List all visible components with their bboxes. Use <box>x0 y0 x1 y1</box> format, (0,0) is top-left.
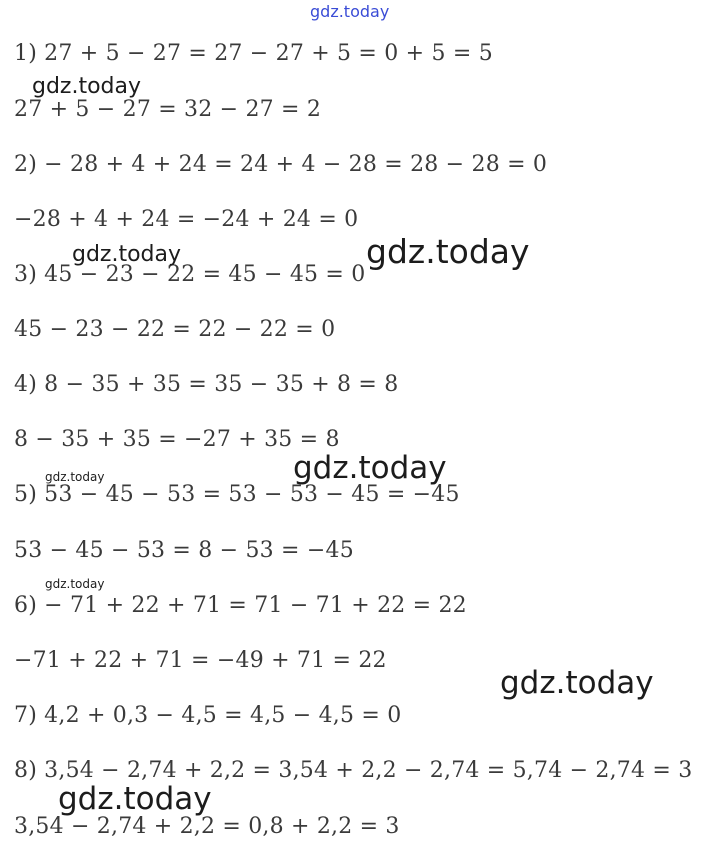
equation-line-6b: −71 + 22 + 71 = −49 + 71 = 22 <box>14 648 387 673</box>
equation-line-3b: 45 − 23 − 22 = 22 − 22 = 0 <box>14 317 336 342</box>
watermark: gdz.today <box>45 470 105 484</box>
watermark-top: gdz.today <box>310 2 390 21</box>
watermark: gdz.today <box>32 74 142 99</box>
watermark: gdz.today <box>293 450 447 486</box>
watermark: gdz.today <box>366 232 530 271</box>
equation-line-8a: 8) 3,54 − 2,74 + 2,2 = 3,54 + 2,2 − 2,74 = 5,74 − 2,74 = 3 <box>14 758 693 783</box>
equation-line-2a: 2) − 28 + 4 + 24 = 24 + 4 − 28 = 28 − 28 = 0 <box>14 152 548 177</box>
equation-line-8b: 3,54 − 2,74 + 2,2 = 0,8 + 2,2 = 3 <box>14 814 400 839</box>
equation-line-2b: −28 + 4 + 24 = −24 + 24 = 0 <box>14 207 359 232</box>
equation-line-1a: 1) 27 + 5 − 27 = 27 − 27 + 5 = 0 + 5 = 5 <box>14 41 493 66</box>
watermark: gdz.today <box>500 665 654 701</box>
watermark: gdz.today <box>58 781 212 817</box>
watermark: gdz.today <box>72 242 182 267</box>
equation-line-5a: 5) 53 − 45 − 53 = 53 − 53 − 45 = −45 <box>14 482 460 507</box>
equation-line-3a: 3) 45 − 23 − 22 = 45 − 45 = 0 <box>14 262 366 287</box>
equation-line-5b: 53 − 45 − 53 = 8 − 53 = −45 <box>14 538 354 563</box>
equation-line-1b: 27 + 5 − 27 = 32 − 27 = 2 <box>14 97 322 122</box>
equation-line-4a: 4) 8 − 35 + 35 = 35 − 35 + 8 = 8 <box>14 372 399 397</box>
equation-line-4b: 8 − 35 + 35 = −27 + 35 = 8 <box>14 427 340 452</box>
equation-line-6a: 6) − 71 + 22 + 71 = 71 − 71 + 22 = 22 <box>14 593 467 618</box>
equation-line-7: 7) 4,2 + 0,3 − 4,5 = 4,5 − 4,5 = 0 <box>14 703 402 728</box>
watermark: gdz.today <box>45 577 105 591</box>
